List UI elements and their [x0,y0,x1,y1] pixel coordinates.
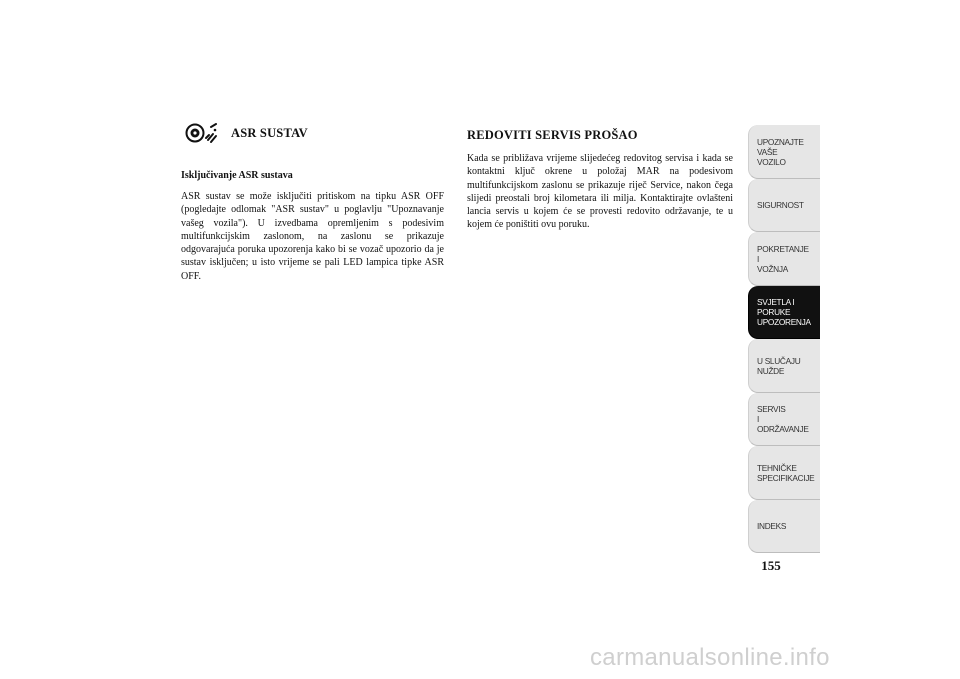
service-paragraph: Kada se približava vrijeme slijedećeg redovitog servisa i kada se kontaktni ključ okrene u položaj MAR na podesivom multifunkcijskom zaslonu se prikazuje riječ Service, nakon čega slijedi preostali broj kilometara ili milja. Kontaktirajte ovlašteni lancia servis u kojem će se provesti redovito održavanje, te u kojem će poništiti ovu poruku. [467,153,733,231]
service-heading: REDOVITI SERVIS PROŠAO [467,128,638,142]
tab-tehnicke[interactable]: TEHNIČKE SPECIFIKACIJE [748,446,820,500]
watermark: carmanualsonline.info [590,644,830,671]
tab-svjetla[interactable]: SVJETLA I PORUKE UPOZORENJA [748,286,820,339]
page-number: 155 [761,558,781,573]
right-column [467,126,733,232]
asr-heading-row [183,120,444,146]
asr-warning-icon [183,121,221,145]
asr-paragraph: ASR sustav se može isključiti pritiskom na tipku ASR OFF (pogledajte odlomak "ASR sustav" u poglavlju "Upoznavanje vašeg vozila"). U izvedbama opremljenim s podesivim multifunkcijskim zaslonom, na zaslonu se prikazuje odgovarajuća poruka upozorenja kako bi se vozač upozorio da je sustav isključen; u isto vrijeme se pali LED lampica tipke ASR OFF. [181,191,444,282]
tab-servis[interactable]: SERVIS I ODRŽAVANJE [748,393,820,446]
tab-indeks[interactable]: INDEKS [748,500,820,553]
tab-sigurnost[interactable]: SIGURNOST [748,179,820,232]
tab-pokretanje[interactable]: POKRETANJE I VOŽNJA [748,232,820,286]
tab-nuzde[interactable]: U SLUČAJU NUŽDE [748,339,820,393]
tab-upoznajte[interactable]: UPOZNAJTE VAŠE VOZILO [748,125,820,179]
left-column [181,120,444,283]
asr-heading: ASR SUSTAV [231,125,308,140]
asr-subheading: Isključivanje ASR sustava [181,170,293,181]
